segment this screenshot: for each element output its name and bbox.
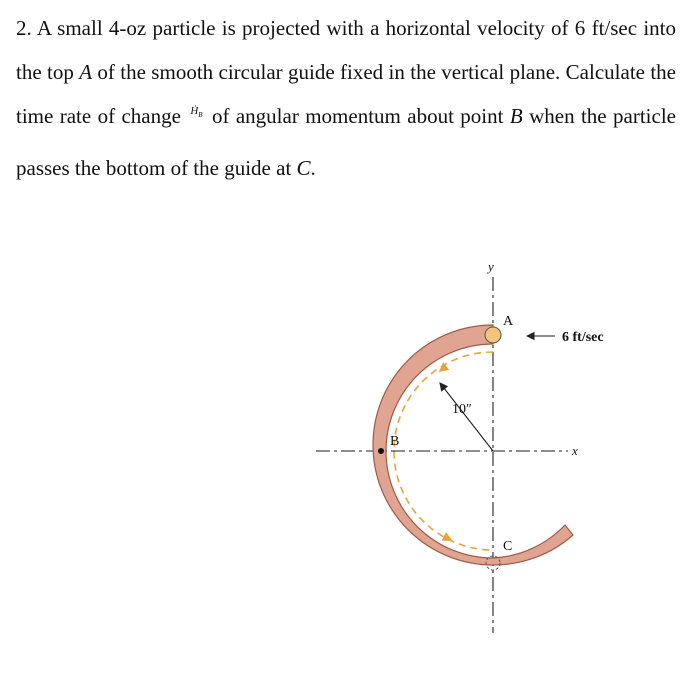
path-arrow-upper	[440, 367, 445, 371]
problem-paragraph	[16, 6, 676, 190]
problem-text-4: when the particle passes the bottom of the guide at	[16, 104, 676, 181]
problem-statement	[16, 6, 676, 190]
circular-guide-figure	[300, 255, 640, 645]
point-c-ref: C	[296, 156, 311, 181]
radius-line	[440, 383, 493, 451]
label-y: y	[488, 259, 494, 274]
path-arrow-lower	[445, 537, 451, 540]
point-b-ref: B	[509, 104, 523, 128]
hdot-letter: Ḣ	[190, 105, 199, 117]
hdot-subscript: B	[198, 111, 203, 120]
label-x: x	[572, 443, 578, 458]
hdot-symbol	[187, 105, 205, 120]
point-b-dot	[378, 448, 384, 454]
figure-svg	[300, 255, 640, 645]
problem-text-3: of angular momentum about point	[205, 104, 510, 128]
particle-at-a	[485, 327, 501, 343]
label-b: B	[390, 434, 400, 449]
point-a-ref: A	[79, 60, 93, 84]
velocity-label: 6 ft/sec	[562, 330, 604, 345]
radius-label: 10″	[452, 402, 472, 417]
label-c: C	[503, 539, 513, 554]
problem-number: 2.	[16, 16, 32, 40]
circular-guide	[373, 325, 573, 565]
problem-text-1: A small 4-oz particle is projected with a horizontal velocity of 6 ft/sec into the top	[16, 16, 676, 84]
label-a: A	[503, 314, 514, 329]
problem-text-2: of the smooth circular guide fixed in the vertical plane. Calculate the time rate of change	[16, 60, 676, 128]
problem-text-5: .	[310, 156, 316, 181]
